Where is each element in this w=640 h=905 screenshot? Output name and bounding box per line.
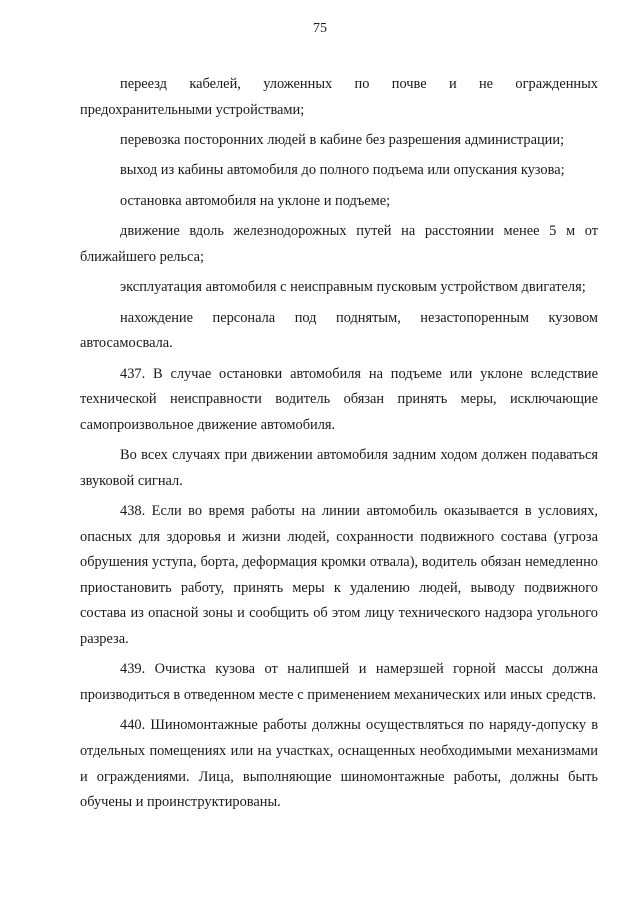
page-number: 75 [313,21,327,36]
paragraph-slope-stop: остановка автомобиля на уклоне и подъеме; [120,192,391,209]
document-body [80,72,598,816]
paragraph-440: 440. Шиномонтажные работы должны осуществляться по наряду-допуску в отдельных помещениях или на участках, оснащенных необходимыми механизмами и ограждениями. Лица, выполняющие шиномонтажные работы, должны быть обучены и проинструктированы. [80,717,598,811]
paragraph-raised-body: нахождение персонала под поднятым, незастопоренным кузовом автосамосвала. [80,309,598,352]
paragraph-437: 437. В случае остановки автомобиля на подъеме или уклоне вследствие технической неисправности водитель обязан принять меры, исключающие самопроизвольное движение автомобиля. [80,365,598,433]
paragraph-railway: движение вдоль железнодорожных путей на расстоянии менее 5 м от ближайшего рельса; [80,223,598,265]
paragraph-starter: эксплуатация автомобиля с неисправным пусковым устройством двигателя; [120,279,586,296]
paragraph-438: 438. Если во время работы на линии автомобиль оказывается в условиях, опасных для здоровья и жизни людей, сохранности подвижного состава (угроза обрушения уступа, борта, деформация кромки отвала), водитель обязан немедленно приостановить работу, принять меры к удалению людей, выводу подвижного состава из опасной зоны и сообщить об этом лицу технического надзора угольного разреза. [80,503,598,648]
paragraph-reverse-signal: Во всех случаях при движении автомобиля задним ходом должен подаваться звуковой сигнал. [80,447,598,489]
paragraph-cable-crossing: переезд кабелей, уложенных по почве и не огражденных предохранительными устройствами; [80,76,598,118]
paragraph-cab-exit: выход из кабины автомобиля до полного подъема или опускания кузова; [120,162,565,179]
paragraph-439: 439. Очистка кузова от налипшей и намерзшей горной массы должна производиться в отведенном месте с применением механических или иных средств. [80,661,598,704]
paragraph-passengers: перевозка посторонних людей в кабине без разрешения администрации; [120,131,565,148]
